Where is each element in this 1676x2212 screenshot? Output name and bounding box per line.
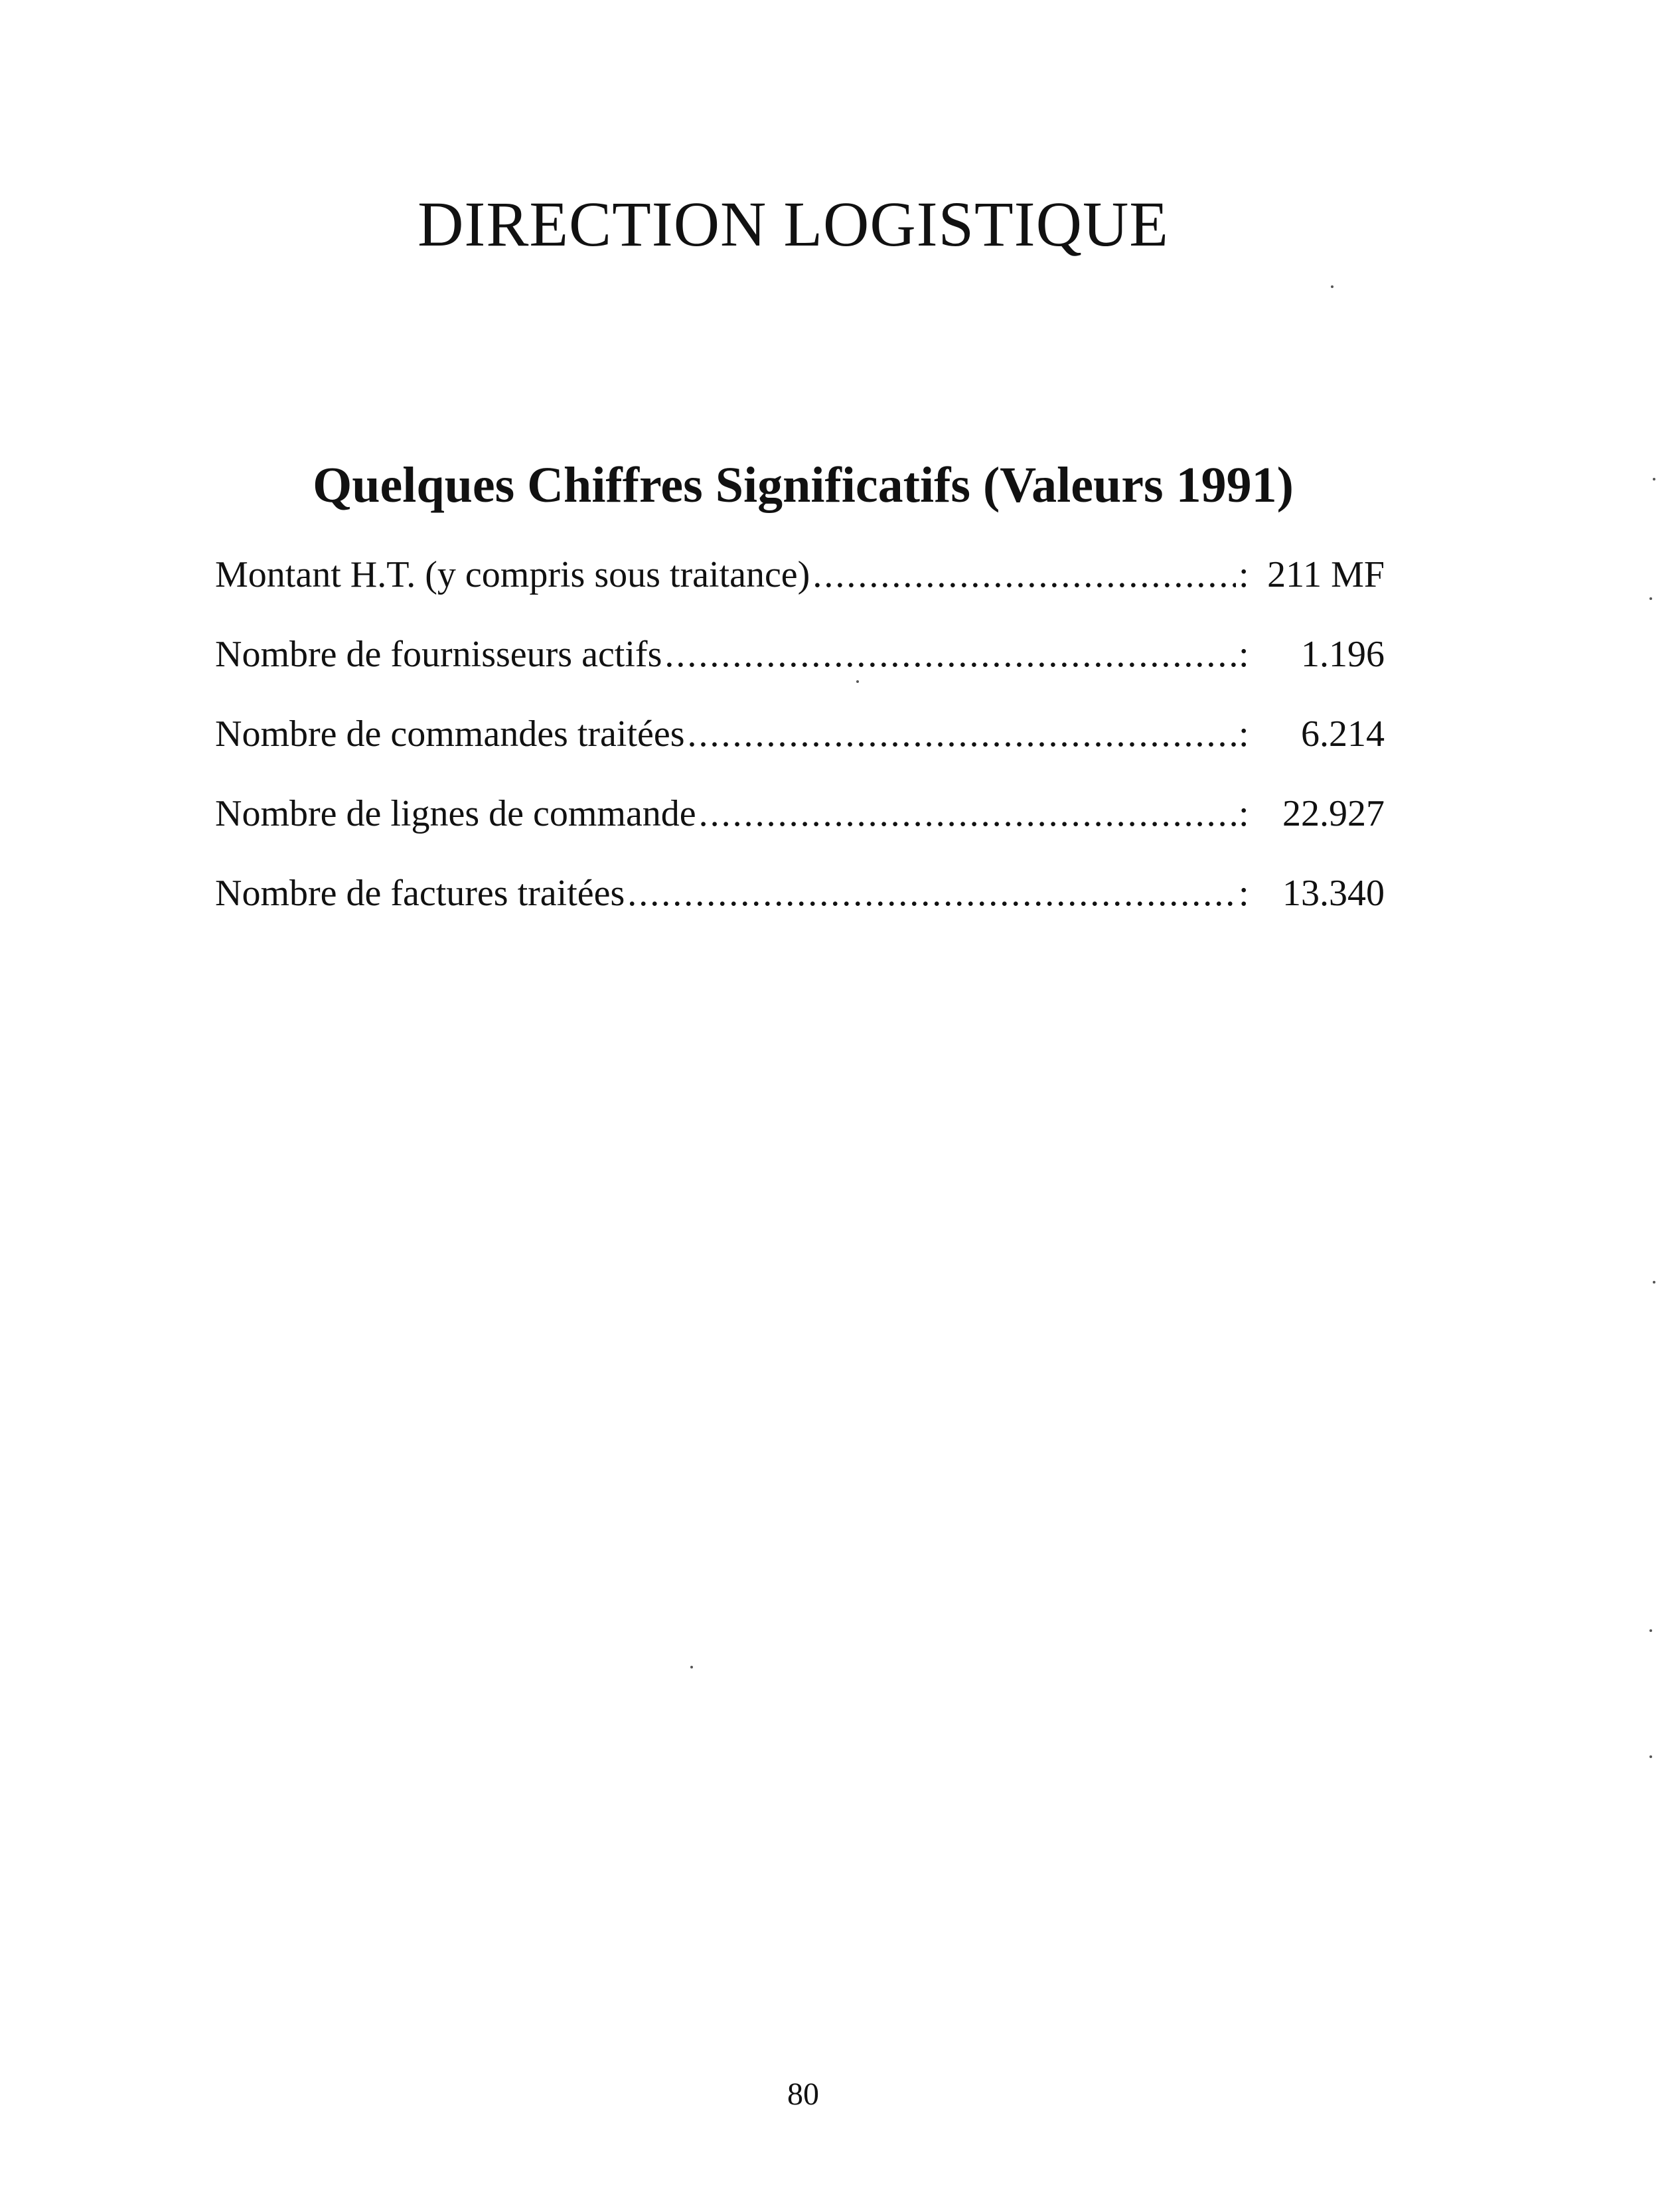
stat-label: Montant H.T. (y compris sous traitance) — [215, 554, 810, 595]
scan-speck — [1649, 1755, 1652, 1758]
stat-separator: : — [1239, 634, 1249, 675]
stat-separator: : — [1239, 713, 1249, 755]
stat-separator: : — [1239, 554, 1249, 595]
stat-value: 6.214 — [1301, 713, 1385, 755]
dot-leader — [688, 707, 1236, 761]
stat-separator: : — [1239, 873, 1249, 914]
dot-leader — [627, 867, 1236, 920]
stat-row-order-lines — [215, 787, 1385, 867]
stat-label: Nombre de lignes de commande — [215, 793, 696, 834]
scan-speck — [1331, 285, 1333, 288]
scan-speck — [690, 1666, 693, 1668]
stat-label: Nombre de commandes traitées — [215, 713, 685, 755]
stat-value: 22.927 — [1282, 793, 1385, 834]
stats-list — [215, 548, 1385, 946]
stat-row-suppliers — [215, 628, 1385, 707]
scan-speck — [1653, 1281, 1655, 1284]
stat-value: 13.340 — [1282, 873, 1385, 914]
stat-label: Nombre de fournisseurs actifs — [215, 634, 662, 675]
scan-speck — [1649, 597, 1652, 600]
scan-speck — [856, 680, 859, 683]
page-number: 80 — [787, 2077, 819, 2112]
stat-row-orders — [215, 707, 1385, 787]
page-title: DIRECTION LOGISTIQUE — [418, 188, 1169, 259]
stat-value: 211 MF — [1267, 554, 1385, 595]
scan-speck — [1649, 1629, 1652, 1632]
dot-leader — [812, 548, 1236, 601]
stat-separator: : — [1239, 793, 1249, 834]
stat-row-invoices — [215, 867, 1385, 946]
scan-speck — [1653, 478, 1655, 480]
dot-leader — [699, 787, 1236, 840]
stat-value: 1.196 — [1301, 634, 1385, 675]
stat-label: Nombre de factures traitées — [215, 873, 625, 914]
dot-leader — [664, 628, 1236, 681]
stat-row-amount — [215, 548, 1385, 628]
section-heading: Quelques Chiffres Significatifs (Valeurs 1991) — [313, 457, 1294, 513]
